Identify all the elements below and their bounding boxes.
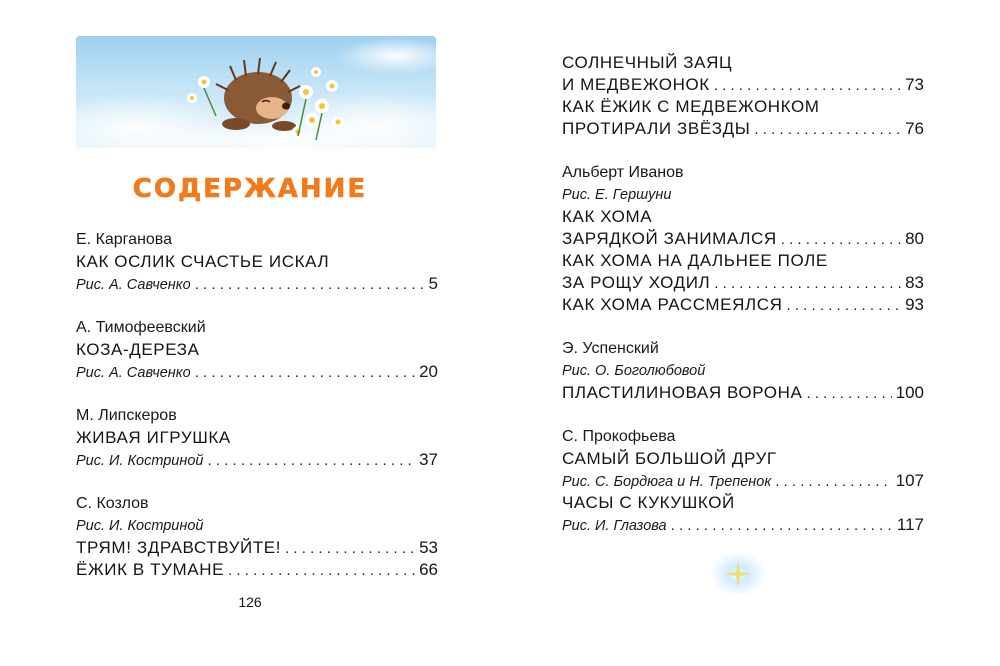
toc-title-line: ПРОТИРАЛИ ЗВЁЗДЫ . . . 76 bbox=[562, 118, 924, 140]
toc-author: А. Тимофеевский bbox=[76, 319, 206, 336]
toc-illustrator-line: Рис. А. Савченко . . . 20 bbox=[76, 361, 438, 383]
toc-title-line: ЗАРЯДКОЙ ЗАНИМАЛСЯ . . . 80 bbox=[562, 228, 924, 250]
page-folio: 126 bbox=[238, 594, 262, 610]
page-number: 73 bbox=[905, 75, 924, 94]
page-number: 5 bbox=[428, 274, 438, 293]
page-number: 66 bbox=[419, 560, 438, 579]
page-number: 20 bbox=[419, 362, 438, 381]
page-number: 107 bbox=[895, 471, 924, 490]
toc-title: КАК ХОМА bbox=[562, 207, 653, 226]
toc-illustrator-line: Рис. С. Бордюга и Н. Трепенок . . . 107 bbox=[562, 470, 924, 492]
toc-title: КАК ХОМА НА ДАЛЬНЕЕ ПОЛЕ bbox=[562, 251, 828, 270]
page-number: 93 bbox=[905, 295, 924, 314]
toc-title-line: ТРЯМ! ЗДРАВСТВУЙТЕ! . . . 53 bbox=[76, 537, 438, 559]
toc-title-line: КАК ХОМА РАССМЕЯЛСЯ . . . 93 bbox=[562, 294, 924, 316]
toc-illustrator-line: Рис. А. Савченко . . . 5 bbox=[76, 273, 438, 295]
toc-title-line: И МЕДВЕЖОНОК . . . 73 bbox=[562, 74, 924, 96]
toc-title-line: ПЛАСТИЛИНОВАЯ ВОРОНА . . . 100 bbox=[562, 382, 924, 404]
toc-author: Альберт Иванов bbox=[562, 164, 684, 181]
hedgehog-illustration bbox=[76, 36, 436, 148]
page-number: 76 bbox=[905, 119, 924, 138]
page-number: 117 bbox=[896, 515, 924, 534]
right-page bbox=[500, 0, 1000, 666]
toc-illustrator: Рис. Е. Гершуни bbox=[562, 187, 672, 203]
toc-author: С. Прокофьева bbox=[562, 428, 676, 445]
page-number: 83 bbox=[905, 273, 924, 292]
toc-author: С. Козлов bbox=[76, 495, 149, 512]
toc-illustrator-line: Рис. И. Глазова . . . 117 bbox=[562, 514, 924, 536]
page-number: 80 bbox=[905, 229, 924, 248]
page-number: 53 bbox=[419, 538, 438, 557]
toc-author: Е. Карганова bbox=[76, 231, 173, 248]
toc-title: КАК ЁЖИК С МЕДВЕЖОНКОМ bbox=[562, 97, 820, 116]
toc-author: М. Липскеров bbox=[76, 407, 177, 424]
toc-title: СОЛНЕЧНЫЙ ЗАЯЦ bbox=[562, 53, 733, 72]
toc-title: ЖИВАЯ ИГРУШКА bbox=[76, 428, 231, 447]
toc-illustrator: Рис. И. Костриной bbox=[76, 518, 204, 534]
toc-title: КОЗА-ДЕРЕЗА bbox=[76, 340, 200, 359]
toc-title: САМЫЙ БОЛЬШОЙ ДРУГ bbox=[562, 449, 777, 468]
page-number: 37 bbox=[419, 450, 438, 469]
toc-title-line: ЁЖИК В ТУМАНЕ . . . 66 bbox=[76, 559, 438, 581]
toc-illustrator-line: Рис. И. Костриной . . . 37 bbox=[76, 449, 438, 471]
toc-author: Э. Успенский bbox=[562, 340, 659, 357]
toc-illustrator: Рис. О. Боголюбовой bbox=[562, 363, 706, 379]
toc-title: КАК ОСЛИК СЧАСТЬЕ ИСКАЛ bbox=[76, 252, 330, 271]
page-number: 100 bbox=[895, 383, 924, 402]
sparkle-icon bbox=[710, 552, 766, 596]
toc-title: ЧАСЫ С КУКУШКОЙ bbox=[562, 493, 735, 512]
contents-heading: СОДЕРЖАНИЕ bbox=[132, 174, 368, 204]
toc-title-line: ЗА РОЩУ ХОДИЛ . . . 83 bbox=[562, 272, 924, 294]
